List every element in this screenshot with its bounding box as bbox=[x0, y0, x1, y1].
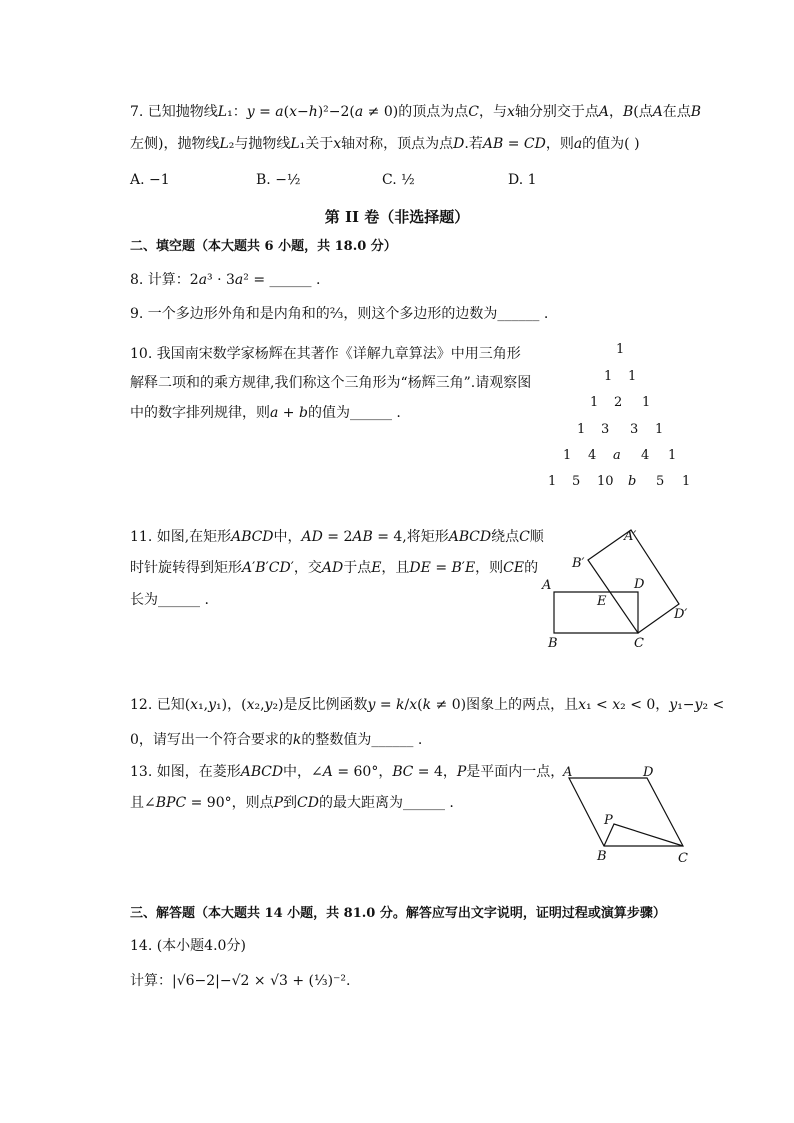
pascal-r1-1: 1 bbox=[628, 369, 637, 384]
label-b: B bbox=[548, 636, 558, 651]
q7-option-b: B. −½ bbox=[256, 172, 301, 188]
pascal-r4-3: 4 bbox=[641, 448, 650, 463]
q11-line2: 时针旋转得到矩形𝐴′𝐵′𝐶𝐷′，交𝐴𝐷于点𝐸，且𝐷𝐸 = 𝐵′𝐸，则𝐶𝐸的 bbox=[130, 560, 539, 576]
section3-header: 三、解答题（本大题共 14 小题，共 81.0 分。解答应写出文字说明，证明过程或演算步骤） bbox=[130, 906, 666, 921]
pascal-r2-1: 2 bbox=[614, 395, 623, 410]
pascal-r3-3: 1 bbox=[655, 422, 664, 437]
q12-line1: 12. 已知(𝑥₁,𝑦₁)，(𝑥₂,𝑦₂)是反比例函数𝑦 = 𝑘/𝑥(𝑘 ≠ 0)图象上的两点，且𝑥₁ < 𝑥₂ < 0，𝑦₁−𝑦₂ < bbox=[130, 697, 725, 713]
label-c: C bbox=[678, 851, 688, 866]
q9-text: 9. 一个多边形外角和是内角和的⅔，则这个多边形的边数为______ . bbox=[130, 306, 549, 322]
label-d: D bbox=[643, 765, 654, 780]
label-b: B bbox=[597, 849, 607, 864]
q10-line3: 中的数字排列规律，则𝑎 + 𝑏的值为______ . bbox=[130, 405, 401, 421]
pascal-r4-1: 4 bbox=[588, 448, 597, 463]
q12-line2: 0，请写出一个符合要求的𝑘的整数值为______ . bbox=[130, 732, 423, 748]
pascal-r4-a: a bbox=[613, 448, 621, 463]
pascal-r5-1: 5 bbox=[572, 474, 581, 489]
section2-title: 第 II 卷（非选择题） bbox=[324, 208, 470, 226]
q11-line1: 11. 如图,在矩形𝐴𝐵𝐶𝐷中，𝐴𝐷 = 2𝐴𝐵 = 4,将矩形𝐴𝐵𝐶𝐷绕点𝐶顺 bbox=[130, 529, 544, 545]
label-a-prime: A′ bbox=[624, 529, 637, 544]
pascal-r1-0: 1 bbox=[604, 369, 613, 384]
pascal-r5-4: 5 bbox=[656, 474, 665, 489]
rect-abcd bbox=[554, 592, 638, 633]
label-d-prime: D′ bbox=[674, 607, 688, 622]
pascal-r5-5: 1 bbox=[682, 474, 691, 489]
q7-option-c: C. ½ bbox=[382, 172, 415, 188]
q7-line2: 左侧)，抛物线𝐿₂与抛物线𝐿₁关于𝑥轴对称，顶点为点𝐷.若𝐴𝐵 = 𝐶𝐷，则𝑎的值为( ) bbox=[130, 136, 640, 152]
label-a: A bbox=[563, 765, 573, 780]
label-b-prime: B′ bbox=[572, 556, 585, 571]
segments-bpc bbox=[604, 824, 683, 846]
q14-expression: 计算：|√6−2|−√2 × √3 + (⅓)⁻². bbox=[130, 973, 351, 989]
q8-text: 8. 计算：2𝑎³ · 3𝑎² = ______ . bbox=[130, 272, 321, 288]
pascal-r3-1: 3 bbox=[601, 422, 610, 437]
q13-line2: 且∠𝐵𝑃𝐶 = 90°，则点𝑃到𝐶𝐷的最大距离为______ . bbox=[130, 795, 454, 811]
q13-figure bbox=[555, 760, 705, 870]
pascal-r2-0: 1 bbox=[590, 395, 599, 410]
q7-option-d: D. 1 bbox=[508, 172, 537, 188]
pascal-r3-2: 3 bbox=[630, 422, 639, 437]
label-p: P bbox=[604, 813, 613, 828]
section2-header: 二、填空题（本大题共 6 小题，共 18.0 分） bbox=[130, 239, 397, 254]
label-a: A bbox=[542, 578, 552, 593]
pascal-r5-2: 10 bbox=[597, 474, 614, 489]
q11-figure bbox=[530, 520, 710, 655]
label-e: E bbox=[597, 594, 607, 609]
pascal-triangle bbox=[530, 336, 710, 496]
pascal-r5-b: b bbox=[628, 474, 637, 489]
q13-line1: 13. 如图，在菱形𝐴𝐵𝐶𝐷中，∠𝐴 = 60°，𝐵𝐶 = 4，𝑃是平面内一点， bbox=[130, 764, 565, 780]
q10-line1: 10. 我国南宋数学家杨辉在其著作《详解九章算法》中用三角形 bbox=[130, 346, 521, 362]
q11-line3: 长为______ . bbox=[130, 592, 209, 608]
rhombus-abcd bbox=[569, 778, 683, 846]
q7-option-a: A. −1 bbox=[130, 172, 170, 188]
q7-line1: 7. 已知抛物线𝐿₁：𝑦 = 𝑎(𝑥−ℎ)²−2(𝑎 ≠ 0)的顶点为点𝐶，与𝑥轴分别交于点𝐴，𝐵(点𝐴在点𝐵 bbox=[130, 104, 702, 120]
pascal-r4-0: 1 bbox=[563, 448, 572, 463]
q14-title: 14. (本小题4.0分) bbox=[130, 938, 246, 954]
pascal-r2-2: 1 bbox=[642, 395, 651, 410]
label-d: D bbox=[634, 577, 645, 592]
pascal-r3-0: 1 bbox=[577, 422, 586, 437]
pascal-r4-4: 1 bbox=[668, 448, 677, 463]
q10-line2: 解释二项和的乘方规律,我们称这个三角形为“杨辉三角”.请观察图 bbox=[130, 375, 532, 391]
pascal-r0-0: 1 bbox=[616, 342, 625, 357]
pascal-r5-0: 1 bbox=[548, 474, 557, 489]
label-c: C bbox=[634, 636, 644, 651]
